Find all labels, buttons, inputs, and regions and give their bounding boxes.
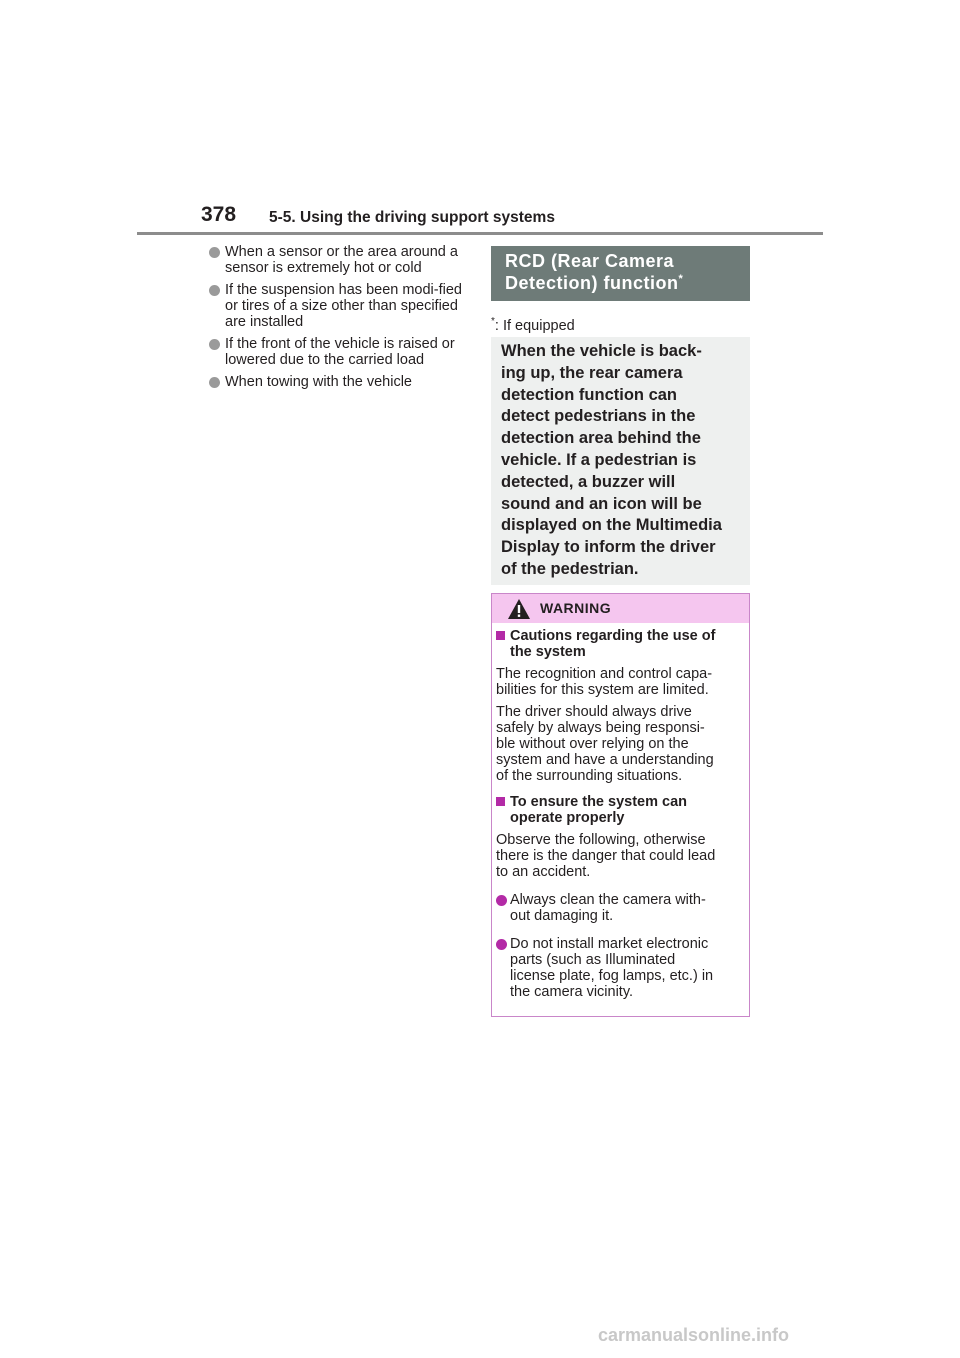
square-bullet-icon (496, 797, 505, 806)
section-title: 5-5. Using the driving support systems (269, 209, 555, 226)
paragraph-line: The recognition and control capa- (496, 666, 713, 682)
list-item (209, 336, 471, 368)
rcd-heading (491, 246, 750, 301)
list-item-text: When a sensor or the area around a sensor is extremely hot or cold (225, 244, 458, 276)
intro-line: of the pedestrian. (501, 559, 639, 578)
bullet-icon (209, 377, 220, 388)
paragraph-line: Observe the following, otherwise (496, 832, 706, 848)
bullet-icon (496, 939, 507, 950)
list-item-line: the camera vicinity. (510, 984, 634, 1000)
list-item (209, 244, 471, 276)
list-item-line: parts (such as Illuminated (510, 952, 676, 968)
list-item (496, 936, 745, 1000)
paragraph-line: The driver should always drive (496, 704, 692, 720)
footnote (491, 312, 575, 336)
subheading-line: To ensure the system can (510, 794, 688, 810)
paragraph-line: ble without over relying on the (496, 736, 689, 752)
subheading-line: operate properly (510, 810, 625, 826)
bullet-icon (496, 895, 507, 906)
paragraph-line: safely by always being responsi- (496, 720, 705, 736)
intro-line: detection function can (501, 385, 678, 404)
list-item-line: out damaging it. (510, 908, 614, 924)
watermark: carmanualsonline.info (598, 1325, 790, 1345)
paragraph-line: bilities for this system are limited. (496, 682, 709, 698)
intro-line: vehicle. If a pedestrian is (501, 450, 697, 469)
intro-line: sound and an icon will be (501, 494, 702, 513)
subheading-line: Cautions regarding the use of (510, 628, 716, 644)
intro-line: detection area behind the (501, 429, 701, 448)
paragraph-line: of the surrounding situations. (496, 768, 683, 784)
list-item-text: If the suspension has been modi-fied or tires of a size other than specified are installed (225, 282, 462, 330)
bullet-icon (209, 285, 220, 296)
paragraph-line: there is the danger that could lead (496, 848, 716, 864)
list-item-line: Do not install market electronic (510, 936, 709, 952)
header-rule (137, 232, 823, 235)
intro-line: Display to inform the driver (501, 538, 716, 557)
paragraph-line: system and have a understanding (496, 752, 714, 768)
paragraph-line: to an accident. (496, 864, 591, 880)
list-item-line: license plate, fog lamps, etc.) in (510, 968, 714, 984)
warning-header (492, 594, 749, 623)
heading-asterisk: * (678, 273, 684, 285)
warning-box (491, 593, 750, 1017)
intro-box (491, 337, 750, 585)
footnote-text: : If equipped (494, 317, 575, 334)
intro-line: detected, a buzzer will (501, 472, 676, 491)
warning-subheading (496, 628, 745, 660)
list-item (209, 374, 471, 390)
intro-line: When the vehicle is back- (501, 342, 702, 360)
left-bullet-list (209, 244, 471, 396)
page-number: 378 (201, 203, 237, 226)
warning-paragraph (496, 666, 745, 698)
rcd-heading-line2: Detection) function* (505, 273, 684, 293)
list-item-text: If the front of the vehicle is raised or lowered due to the carried load (225, 336, 455, 368)
bullet-icon (209, 339, 220, 350)
warning-triangle-icon (507, 598, 531, 620)
warning-paragraph (496, 832, 745, 880)
bullet-icon (209, 247, 220, 258)
warning-label: WARNING (540, 600, 612, 616)
warning-paragraph (496, 704, 745, 784)
square-bullet-icon (496, 631, 505, 640)
list-item-text: When towing with the vehicle (225, 374, 412, 390)
list-item (496, 892, 745, 924)
intro-line: displayed on the Multimedia (501, 516, 722, 535)
list-item-line: Always clean the camera with- (510, 892, 706, 908)
intro-line: ing up, the rear camera (501, 363, 683, 382)
list-item (209, 282, 471, 330)
warning-subheading (496, 794, 745, 826)
footnote-asterisk: * (491, 316, 495, 327)
intro-line: detect pedestrians in the (501, 407, 696, 426)
rcd-heading-line1: RCD (Rear Camera (505, 251, 675, 271)
subheading-line: the system (510, 644, 586, 660)
